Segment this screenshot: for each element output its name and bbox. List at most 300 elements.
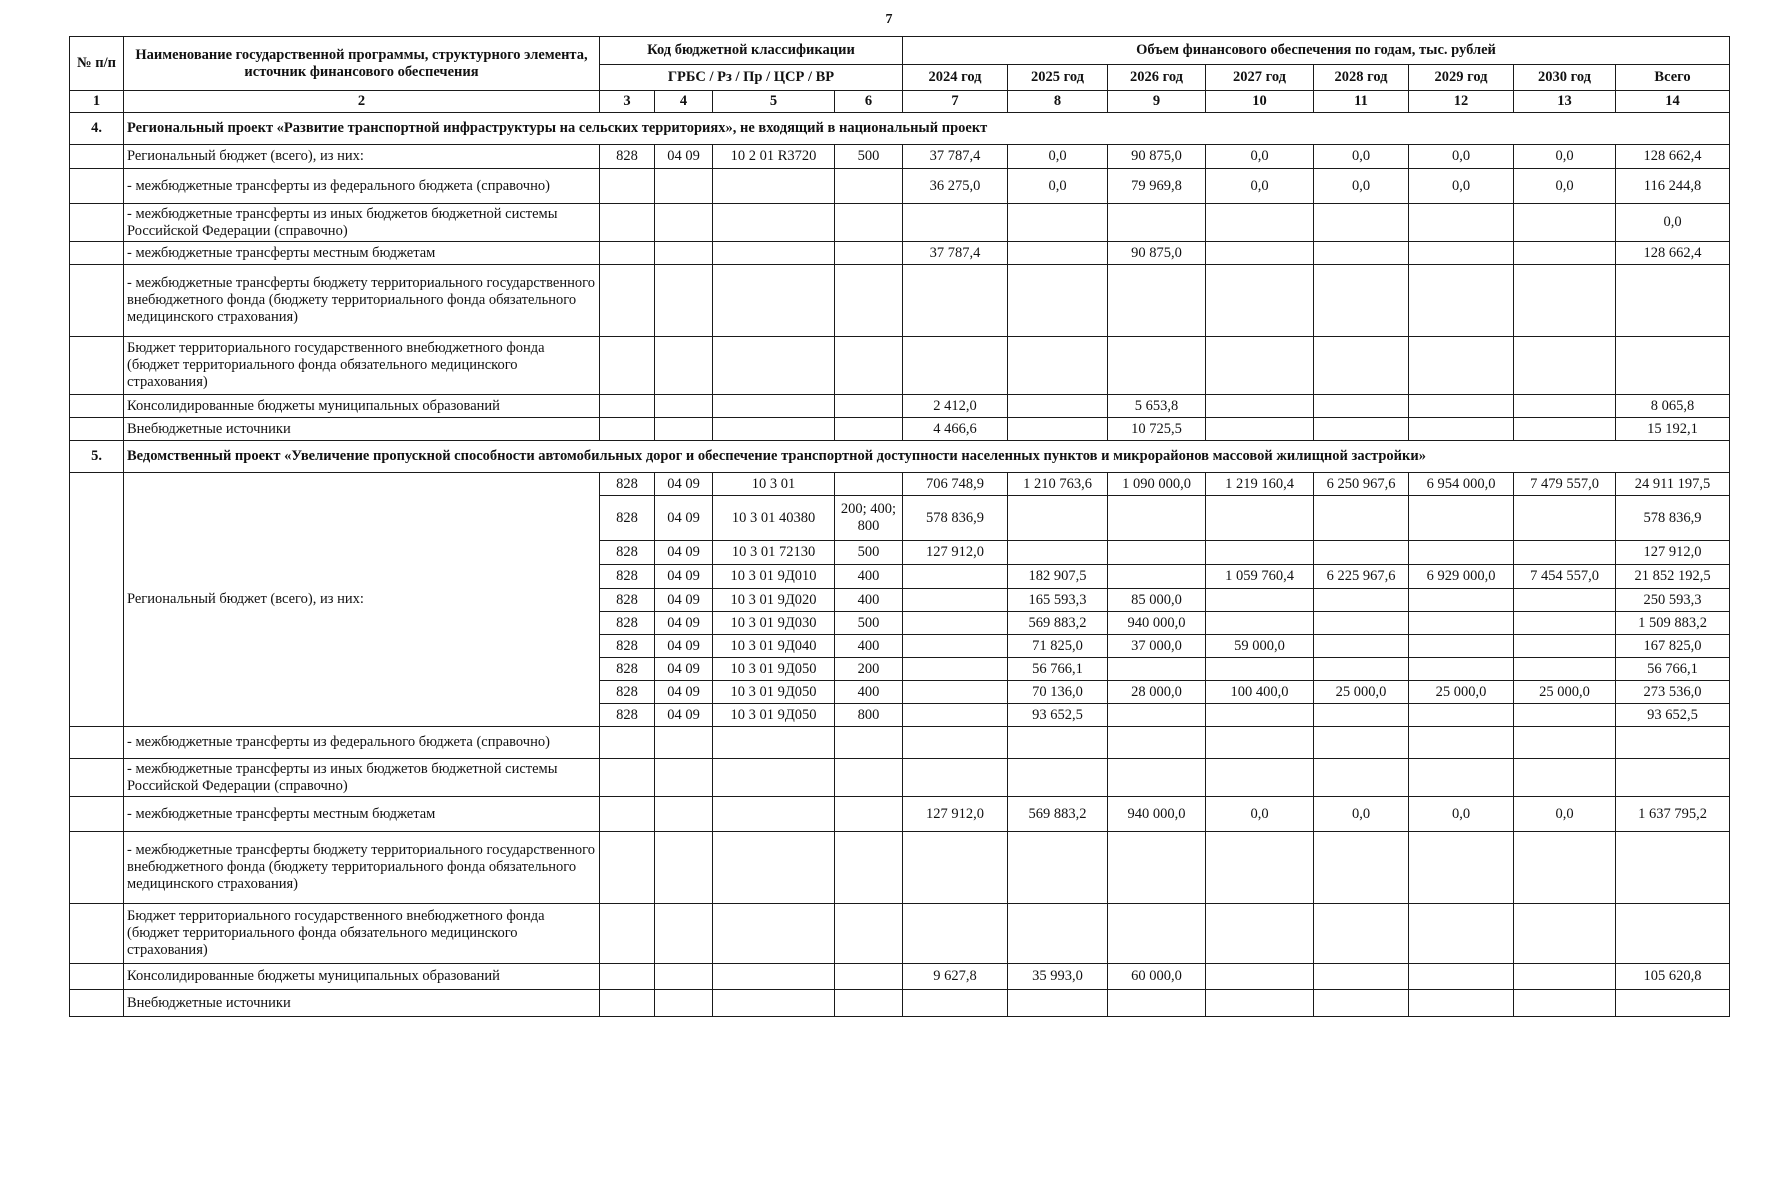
code-rzpr: 04 09: [655, 704, 713, 727]
year-value: [1206, 990, 1314, 1017]
code-csr: [713, 964, 835, 990]
year-value: 10 725,5: [1108, 418, 1206, 441]
code-csr: [713, 418, 835, 441]
year-value: [1206, 904, 1314, 964]
code-rzpr: 04 09: [655, 635, 713, 658]
code-grbs: [600, 904, 655, 964]
year-value: [903, 337, 1008, 395]
year-value: [1008, 395, 1108, 418]
year-value: [1206, 242, 1314, 265]
year-value: [1008, 541, 1108, 565]
table-row: [70, 832, 1730, 904]
year-value: [1314, 832, 1409, 904]
year-value: 0,0: [1206, 169, 1314, 204]
year-value: [1008, 418, 1108, 441]
year-value: [1206, 612, 1314, 635]
total-value: 273 536,0: [1616, 681, 1730, 704]
numbering-row: [70, 91, 1730, 113]
code-csr: 10 3 01 9Д050: [713, 704, 835, 727]
year-value: 5 653,8: [1108, 395, 1206, 418]
code-vr: [835, 337, 903, 395]
year-value: 90 875,0: [1108, 242, 1206, 265]
total-value: 0,0: [1616, 204, 1730, 242]
column-number: 1: [70, 91, 124, 113]
total-value: 128 662,4: [1616, 145, 1730, 169]
row-number-cell: [70, 145, 124, 169]
code-vr: 400: [835, 565, 903, 589]
year-value: 60 000,0: [1108, 964, 1206, 990]
year-value: [1514, 541, 1616, 565]
year-value: [1314, 418, 1409, 441]
code-vr: [835, 169, 903, 204]
table-row: [70, 204, 1730, 242]
total-value: 167 825,0: [1616, 635, 1730, 658]
code-vr: [835, 204, 903, 242]
total-value: [1616, 990, 1730, 1017]
year-value: [903, 589, 1008, 612]
year-value: 4 466,6: [903, 418, 1008, 441]
year-value: 6 250 967,6: [1314, 473, 1409, 496]
year-value: 70 136,0: [1008, 681, 1108, 704]
section-number: 4.: [70, 113, 124, 145]
year-value: [1008, 204, 1108, 242]
code-csr: [713, 904, 835, 964]
table-row: [70, 169, 1730, 204]
code-vr: 400: [835, 589, 903, 612]
row-number-cell: [70, 832, 124, 904]
year-value: 0,0: [1314, 145, 1409, 169]
code-rzpr: 04 09: [655, 565, 713, 589]
year-value: [1206, 541, 1314, 565]
column-number: 5: [713, 91, 835, 113]
year-value: [1206, 418, 1314, 441]
year-value: [1514, 635, 1616, 658]
year-value: 6 929 000,0: [1409, 565, 1514, 589]
table-row: [70, 990, 1730, 1017]
year-value: [903, 832, 1008, 904]
table-row: [70, 265, 1730, 337]
total-value: 578 836,9: [1616, 496, 1730, 541]
year-value: [1108, 832, 1206, 904]
section-title-row: [70, 113, 1730, 145]
code-rzpr: [655, 759, 713, 797]
year-value: [1514, 832, 1616, 904]
total-value: [1616, 265, 1730, 337]
year-value: [1409, 242, 1514, 265]
table-row: [70, 418, 1730, 441]
year-value: [903, 204, 1008, 242]
code-vr: 200: [835, 658, 903, 681]
year-value: 0,0: [1206, 797, 1314, 832]
year-value: [1514, 904, 1616, 964]
table-row: [70, 337, 1730, 395]
source-name: Консолидированные бюджеты муниципальных образований: [124, 964, 600, 990]
source-name: Региональный бюджет (всего), из них:: [124, 145, 600, 169]
code-csr: 10 3 01 40380: [713, 496, 835, 541]
total-value: [1616, 832, 1730, 904]
year-value: [1409, 990, 1514, 1017]
year-value: [1409, 904, 1514, 964]
year-value: 165 593,3: [1008, 589, 1108, 612]
year-value: 7 479 557,0: [1514, 473, 1616, 496]
source-name: Внебюджетные источники: [124, 418, 600, 441]
year-value: [1008, 265, 1108, 337]
code-vr: [835, 832, 903, 904]
column-number: 12: [1409, 91, 1514, 113]
column-number: 6: [835, 91, 903, 113]
year-value: [1314, 204, 1409, 242]
year-value: [1206, 727, 1314, 759]
code-rzpr: [655, 964, 713, 990]
code-csr: 10 3 01 9Д020: [713, 589, 835, 612]
row-number-cell: [70, 395, 124, 418]
code-rzpr: [655, 990, 713, 1017]
code-csr: [713, 169, 835, 204]
source-name: Консолидированные бюджеты муниципальных образований: [124, 395, 600, 418]
year-value: [1206, 832, 1314, 904]
code-rzpr: [655, 418, 713, 441]
code-vr: [835, 904, 903, 964]
table-row: [70, 727, 1730, 759]
year-value: 0,0: [1314, 797, 1409, 832]
column-number: 3: [600, 91, 655, 113]
code-vr: 800: [835, 704, 903, 727]
code-grbs: [600, 832, 655, 904]
code-rzpr: [655, 204, 713, 242]
year-value: 28 000,0: [1108, 681, 1206, 704]
code-rzpr: 04 09: [655, 145, 713, 169]
year-value: 0,0: [1206, 145, 1314, 169]
year-value: [1108, 904, 1206, 964]
code-grbs: 828: [600, 145, 655, 169]
year-value: 1 090 000,0: [1108, 473, 1206, 496]
year-value: [903, 727, 1008, 759]
year-value: [1008, 337, 1108, 395]
year-value: 2 412,0: [903, 395, 1008, 418]
year-value: [903, 904, 1008, 964]
year-value: [1314, 589, 1409, 612]
section-number: 5.: [70, 441, 124, 473]
year-value: [1108, 727, 1206, 759]
year-value: [1314, 658, 1409, 681]
code-vr: [835, 727, 903, 759]
code-grbs: 828: [600, 589, 655, 612]
year-value: [903, 704, 1008, 727]
code-vr: [835, 395, 903, 418]
total-value: 93 652,5: [1616, 704, 1730, 727]
year-value: [1206, 964, 1314, 990]
code-grbs: [600, 265, 655, 337]
year-value: [1409, 395, 1514, 418]
year-value: 0,0: [1514, 145, 1616, 169]
code-csr: [713, 242, 835, 265]
year-value: 1 219 160,4: [1206, 473, 1314, 496]
year-value: 569 883,2: [1008, 797, 1108, 832]
code-grbs: 828: [600, 704, 655, 727]
year-value: [1409, 727, 1514, 759]
year-value: [1206, 589, 1314, 612]
column-number: 2: [124, 91, 600, 113]
code-rzpr: [655, 727, 713, 759]
code-vr: [835, 990, 903, 1017]
year-value: 25 000,0: [1314, 681, 1409, 704]
year-value: [1206, 265, 1314, 337]
code-rzpr: [655, 832, 713, 904]
year-value: [1514, 395, 1616, 418]
code-grbs: [600, 759, 655, 797]
year-value: 6 225 967,6: [1314, 565, 1409, 589]
code-vr: 500: [835, 541, 903, 565]
code-grbs: 828: [600, 541, 655, 565]
row-number-cell: [70, 337, 124, 395]
year-value: [1108, 265, 1206, 337]
year-value: 37 787,4: [903, 145, 1008, 169]
source-name: - межбюджетные трансферты из иных бюджетов бюджетной системы Российской Федерации (справочно): [124, 759, 600, 797]
row-number-cell: [70, 990, 124, 1017]
year-value: 100 400,0: [1206, 681, 1314, 704]
total-value: [1616, 337, 1730, 395]
table-row: [70, 797, 1730, 832]
year-value: 940 000,0: [1108, 797, 1206, 832]
year-value: [1008, 242, 1108, 265]
code-vr: [835, 797, 903, 832]
year-value: [903, 265, 1008, 337]
year-value: 36 275,0: [903, 169, 1008, 204]
year-value: [1314, 541, 1409, 565]
code-csr: 10 3 01 9Д030: [713, 612, 835, 635]
code-rzpr: [655, 904, 713, 964]
year-value: 0,0: [1008, 169, 1108, 204]
year-value: [1314, 704, 1409, 727]
code-csr: 10 3 01 9Д050: [713, 681, 835, 704]
code-rzpr: [655, 265, 713, 337]
header-volume: Объем финансового обеспечения по годам, тыс. рублей: [903, 37, 1730, 65]
year-value: 85 000,0: [1108, 589, 1206, 612]
year-value: 0,0: [1008, 145, 1108, 169]
year-value: 25 000,0: [1409, 681, 1514, 704]
total-value: 250 593,3: [1616, 589, 1730, 612]
source-name: - межбюджетные трансферты из иных бюджетов бюджетной системы Российской Федерации (справочно): [124, 204, 600, 242]
year-value: [1409, 418, 1514, 441]
year-value: [1314, 727, 1409, 759]
row-number-cell: [70, 727, 124, 759]
source-name: - межбюджетные трансферты из федерального бюджета (справочно): [124, 727, 600, 759]
code-grbs: 828: [600, 496, 655, 541]
code-grbs: [600, 990, 655, 1017]
year-value: [1008, 496, 1108, 541]
year-value: 940 000,0: [1108, 612, 1206, 635]
header-year: 2024 год: [903, 65, 1008, 91]
header-year: 2025 год: [1008, 65, 1108, 91]
column-number: 9: [1108, 91, 1206, 113]
year-value: 0,0: [1314, 169, 1409, 204]
total-value: 1 509 883,2: [1616, 612, 1730, 635]
column-number: 7: [903, 91, 1008, 113]
year-value: [903, 635, 1008, 658]
code-csr: [713, 337, 835, 395]
code-rzpr: [655, 169, 713, 204]
code-vr: [835, 418, 903, 441]
source-name: Внебюджетные источники: [124, 990, 600, 1017]
total-value: 8 065,8: [1616, 395, 1730, 418]
row-number-cell: [70, 904, 124, 964]
column-number: 14: [1616, 91, 1730, 113]
header-year: 2028 год: [1314, 65, 1409, 91]
year-value: 6 954 000,0: [1409, 473, 1514, 496]
year-value: [1314, 496, 1409, 541]
code-grbs: [600, 242, 655, 265]
code-csr: [713, 990, 835, 1017]
source-name: - межбюджетные трансферты бюджету территориального государственного внебюджетного фонда (бюджету территориального фонда обязательного медицинского страхования): [124, 265, 600, 337]
row-number-cell: [70, 964, 124, 990]
year-value: [1514, 759, 1616, 797]
year-value: [1314, 904, 1409, 964]
code-csr: [713, 395, 835, 418]
source-name: - межбюджетные трансферты из федерального бюджета (справочно): [124, 169, 600, 204]
code-csr: [713, 204, 835, 242]
year-value: [1206, 496, 1314, 541]
year-value: [1514, 658, 1616, 681]
year-value: [1314, 242, 1409, 265]
code-csr: [713, 797, 835, 832]
year-value: [1409, 204, 1514, 242]
code-rzpr: 04 09: [655, 473, 713, 496]
year-value: [1108, 759, 1206, 797]
year-value: [1108, 204, 1206, 242]
year-value: 93 652,5: [1008, 704, 1108, 727]
year-value: [1409, 337, 1514, 395]
column-number: 8: [1008, 91, 1108, 113]
year-value: [1008, 990, 1108, 1017]
year-value: 71 825,0: [1008, 635, 1108, 658]
code-rzpr: 04 09: [655, 612, 713, 635]
code-csr: [713, 265, 835, 337]
year-value: 0,0: [1409, 797, 1514, 832]
code-csr: [713, 727, 835, 759]
row-number-cell: [70, 242, 124, 265]
code-rzpr: [655, 797, 713, 832]
year-value: [1514, 418, 1616, 441]
code-rzpr: [655, 242, 713, 265]
year-value: [1008, 727, 1108, 759]
year-value: [903, 565, 1008, 589]
code-vr: 200; 400; 800: [835, 496, 903, 541]
header-year: 2029 год: [1409, 65, 1514, 91]
column-number: 4: [655, 91, 713, 113]
code-csr: [713, 832, 835, 904]
year-value: [903, 759, 1008, 797]
column-number: 13: [1514, 91, 1616, 113]
year-value: [1314, 337, 1409, 395]
year-value: [1314, 990, 1409, 1017]
code-vr: 400: [835, 681, 903, 704]
year-value: [1314, 612, 1409, 635]
total-value: 21 852 192,5: [1616, 565, 1730, 589]
code-csr: 10 3 01 9Д040: [713, 635, 835, 658]
code-rzpr: 04 09: [655, 589, 713, 612]
table-row: [70, 964, 1730, 990]
code-csr: 10 3 01: [713, 473, 835, 496]
code-grbs: [600, 797, 655, 832]
year-value: [1206, 395, 1314, 418]
year-value: [1514, 589, 1616, 612]
year-value: 37 787,4: [903, 242, 1008, 265]
source-name: - межбюджетные трансферты местным бюджетам: [124, 797, 600, 832]
code-rzpr: 04 09: [655, 681, 713, 704]
row-number-cell: [70, 418, 124, 441]
year-value: [1108, 704, 1206, 727]
year-value: [1008, 759, 1108, 797]
year-value: 37 000,0: [1108, 635, 1206, 658]
year-value: [1314, 964, 1409, 990]
year-value: [1514, 204, 1616, 242]
code-csr: 10 3 01 72130: [713, 541, 835, 565]
code-grbs: [600, 727, 655, 759]
section-title: Ведомственный проект «Увеличение пропускной способности автомобильных дорог и обеспечение транспортной доступности населенных пунктов и микрорайонов массовой жилищной застройки»: [124, 441, 1730, 473]
total-value: 24 911 197,5: [1616, 473, 1730, 496]
code-rzpr: 04 09: [655, 541, 713, 565]
year-value: [1514, 337, 1616, 395]
code-vr: [835, 964, 903, 990]
code-grbs: [600, 964, 655, 990]
row-number-cell: [70, 797, 124, 832]
code-grbs: 828: [600, 658, 655, 681]
source-name: Бюджет территориального государственного внебюджетного фонда (бюджет территориального фонда обязательного медицинского страхования): [124, 337, 600, 395]
year-value: [1514, 496, 1616, 541]
year-value: [1314, 759, 1409, 797]
code-csr: [713, 759, 835, 797]
year-value: [1409, 658, 1514, 681]
total-value: 56 766,1: [1616, 658, 1730, 681]
year-value: [1206, 337, 1314, 395]
section-title: Региональный проект «Развитие транспортной инфраструктуры на сельских территориях», не входящий в национальный проект: [124, 113, 1730, 145]
code-rzpr: [655, 395, 713, 418]
source-name: - межбюджетные трансферты бюджету территориального государственного внебюджетного фонда (бюджету территориального фонда обязательного медицинского страхования): [124, 832, 600, 904]
total-value: 127 912,0: [1616, 541, 1730, 565]
header-year: 2027 год: [1206, 65, 1314, 91]
code-vr: 500: [835, 612, 903, 635]
year-value: 9 627,8: [903, 964, 1008, 990]
year-value: 1 059 760,4: [1206, 565, 1314, 589]
year-value: [1108, 565, 1206, 589]
year-value: [1108, 658, 1206, 681]
year-value: [1314, 265, 1409, 337]
year-value: 127 912,0: [903, 797, 1008, 832]
year-value: [1409, 964, 1514, 990]
code-csr: 10 2 01 R3720: [713, 145, 835, 169]
code-grbs: [600, 418, 655, 441]
table-row: [70, 473, 1730, 496]
year-value: [1409, 589, 1514, 612]
year-value: [1514, 265, 1616, 337]
code-grbs: [600, 169, 655, 204]
year-value: [1514, 990, 1616, 1017]
year-value: 0,0: [1409, 169, 1514, 204]
header-year: 2030 год: [1514, 65, 1616, 91]
year-value: [1206, 704, 1314, 727]
year-value: 7 454 557,0: [1514, 565, 1616, 589]
table-row: [70, 759, 1730, 797]
year-value: [1409, 541, 1514, 565]
year-value: 35 993,0: [1008, 964, 1108, 990]
year-value: [1409, 635, 1514, 658]
code-rzpr: 04 09: [655, 658, 713, 681]
total-value: [1616, 727, 1730, 759]
budget-table: [69, 36, 1730, 1017]
code-grbs: 828: [600, 635, 655, 658]
code-grbs: 828: [600, 473, 655, 496]
table-row: [70, 395, 1730, 418]
